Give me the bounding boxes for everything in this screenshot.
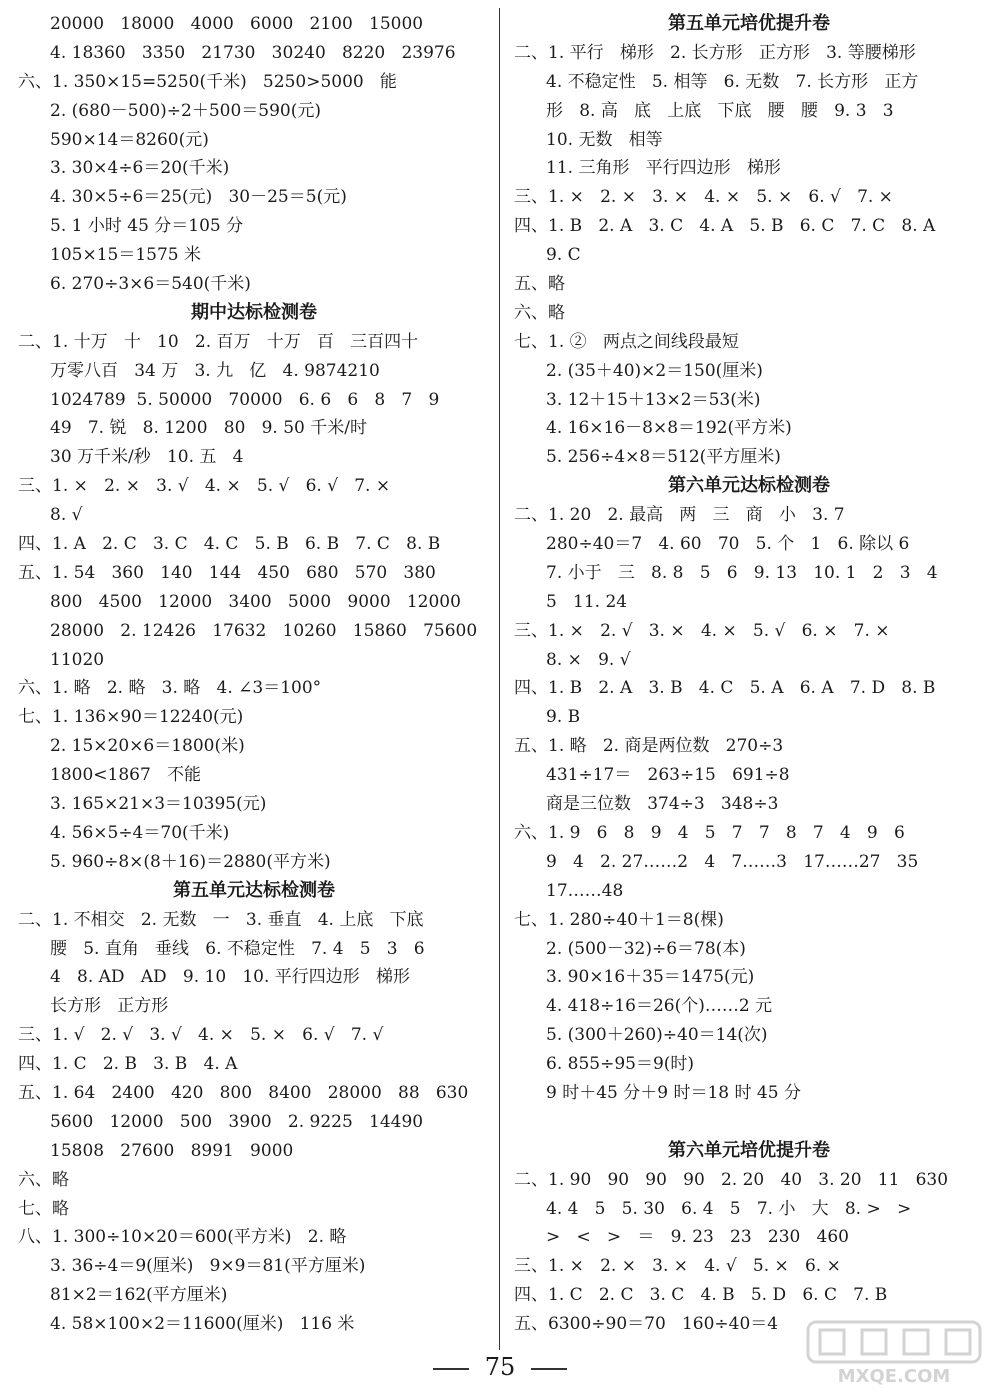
answer-line: 30 万千米/秒 10. 五 4 <box>50 447 244 468</box>
answer-line: 形 8. 高 底 上底 下底 腰 腰 9. 3 3 <box>546 100 894 121</box>
answer-line: 590×14＝8260(元) <box>50 129 209 150</box>
answer-line: 六、1. 9 6 8 9 4 5 7 7 8 7 4 9 6 <box>514 822 905 843</box>
answer-line: > < > ＝ 9. 23 23 230 460 <box>546 1227 849 1248</box>
footer-rule-left <box>433 1368 469 1370</box>
answer-line: 5. 960÷8×(8＋16)＝2880(平方米) <box>50 851 331 872</box>
answer-line: 10. 无数 相等 <box>546 129 663 150</box>
answer-line: 4. 30×5÷6＝25(元) 30－25＝5(元) <box>50 187 347 208</box>
answer-line: 七、1. ② 两点之间线段最短 <box>514 331 739 352</box>
answer-line: 5600 12000 500 3900 2. 9225 14490 <box>50 1111 424 1132</box>
answer-line: 七、略 <box>18 1198 69 1219</box>
answer-line: 15808 27600 8991 9000 <box>50 1140 294 1161</box>
answer-line: 八、1. 300÷10×20＝600(平方米) 2. 略 <box>18 1227 347 1248</box>
answer-line: 6. 855÷95＝9(时) <box>546 1054 695 1075</box>
answer-line: 3. 90×16＋35＝1475(元) <box>546 967 755 988</box>
answer-line: 5. 256÷4×8＝512(平方厘米) <box>546 447 781 468</box>
answer-line: 11. 三角形 平行四边形 梯形 <box>546 158 781 179</box>
section-title: 期中达标检测卷 <box>191 301 317 323</box>
section-title: 第五单元培优提升卷 <box>668 13 830 34</box>
answer-line: 五、1. 略 2. 商是两位数 270÷3 <box>514 736 784 757</box>
answer-line: 四、1. C 2. B 3. B 4. A <box>18 1054 238 1075</box>
answer-line: 六、1. 略 2. 略 3. 略 4. ∠3＝100° <box>18 678 322 699</box>
answer-line: 二、1. 不相交 2. 无数 一 3. 垂直 4. 上底 下底 <box>18 909 424 930</box>
section-title: 第六单元培优提升卷 <box>668 1139 830 1161</box>
left-answer-column <box>18 10 490 1339</box>
answer-line: 五、1. 64 2400 420 800 8400 28000 88 630 <box>18 1082 469 1103</box>
answer-line: 三、1. × 2. × 3. × 4. √ 5. × 6. × <box>514 1256 841 1277</box>
answer-line: 17……48 <box>546 880 624 901</box>
answer-line: 9 4 2. 27……2 4 7……3 17……27 35 <box>546 851 919 872</box>
answer-line: 长方形 正方形 <box>50 996 169 1017</box>
answer-line: 四、1. C 2. C 3. C 4. B 5. D 6. C 7. B <box>514 1285 888 1306</box>
answer-line: 9 时＋45 分＋9 时＝18 时 45 分 <box>546 1082 801 1103</box>
answer-line: 8. √ <box>50 505 83 526</box>
answer-line: 四、1. B 2. A 3. B 4. C 5. A 6. A 7. D 8. B <box>514 678 936 699</box>
column-divider <box>499 8 500 1350</box>
section-title: 第五单元达标检测卷 <box>173 879 335 901</box>
answer-line: 五、1. 54 360 140 144 450 680 570 380 <box>18 562 436 583</box>
answer-line: 105×15＝1575 米 <box>50 245 201 266</box>
answer-line: 7. 小于 三 8. 8 5 6 9. 13 10. 1 2 3 4 <box>546 562 938 583</box>
watermark-logo <box>806 1320 982 1386</box>
answer-line: 商是三位数 374÷3 348÷3 <box>546 794 779 815</box>
answer-line: 4. 58×100×2＝11600(厘米) 116 米 <box>50 1314 355 1335</box>
answer-line: 6. 270÷3×6＝540(千米) <box>50 274 251 295</box>
answer-line: 5 11. 24 <box>546 591 628 612</box>
answer-line: 2. (680－500)÷2＋500＝590(元) <box>50 100 322 121</box>
answer-line: 28000 2. 12426 17632 10260 15860 75600 <box>50 620 478 641</box>
answer-line: 9. C <box>546 245 581 266</box>
answer-line: 1024789 5. 50000 70000 6. 6 6 8 7 9 <box>50 389 440 410</box>
answer-line: 三、1. √ 2. √ 3. √ 4. × 5. × 6. √ 7. √ <box>18 1025 384 1046</box>
answer-line: 4. 16×16－8×8＝192(平方米) <box>546 418 792 439</box>
answer-line: 4 8. AD AD 9. 10 10. 平行四边形 梯形 <box>50 967 411 988</box>
right-answer-column <box>514 10 984 1339</box>
answer-line: 六、1. 350×15=5250(千米) 5250>5000 能 <box>18 71 397 92</box>
answer-line: 280÷40＝7 4. 60 70 5. 个 1 6. 除以 6 <box>546 534 910 555</box>
answer-line: 800 4500 12000 3400 5000 9000 12000 <box>50 591 461 612</box>
answer-line: 五、略 <box>514 274 565 295</box>
footer-rule-right <box>531 1368 567 1370</box>
spacer <box>514 1108 984 1137</box>
answer-line: 二、1. 20 2. 最高 两 三 商 小 3. 7 <box>514 505 845 526</box>
answer-line: 六、略 <box>514 302 565 323</box>
answer-line: 七、1. 280÷40＋1＝8(棵) <box>514 909 724 930</box>
answer-line: 二、1. 十万 十 10 2. 百万 十万 百 三百四十 <box>18 331 419 352</box>
answer-line: 2. (500－32)÷6＝78(本) <box>546 938 746 959</box>
answer-line: 49 7. 锐 8. 1200 80 9. 50 千米/时 <box>50 418 368 439</box>
answer-line: 5. (300＋260)÷40＝14(次) <box>546 1025 768 1046</box>
answer-line: 四、1. A 2. C 3. C 4. C 5. B 6. B 7. C 8. B <box>18 534 441 555</box>
answer-line: 4. 不稳定性 5. 相等 6. 无数 7. 长方形 正方 <box>546 71 919 92</box>
answer-line: 六、略 <box>18 1169 69 1190</box>
answer-line: 9. B <box>546 707 581 728</box>
answer-line: 20000 18000 4000 6000 2100 15000 <box>50 14 424 34</box>
answer-line: 3. 36÷4＝9(厘米) 9×9＝81(平方厘米) <box>50 1256 366 1277</box>
answer-line: 4. 4 5 5. 30 6. 4 5 7. 小 大 8. > > <box>546 1198 912 1219</box>
answer-line: 431÷17＝ 263÷15 691÷8 <box>546 765 790 786</box>
answer-line: 三、1. × 2. × 3. × 4. × 5. × 6. √ 7. × <box>514 187 893 208</box>
answer-line: 8. × 9. √ <box>546 649 631 670</box>
answer-line: 2. 15×20×6＝1800(米) <box>50 736 245 757</box>
answer-line: 1800<1867 不能 <box>50 765 201 786</box>
answer-line: 五、6300÷90＝70 160÷40＝4 <box>514 1314 779 1335</box>
watermark-text: MXQE.COM <box>837 1366 951 1386</box>
page-number: 75 <box>484 1353 516 1381</box>
answer-line: 二、1. 平行 梯形 2. 长方形 正方形 3. 等腰梯形 <box>514 42 916 63</box>
answer-line: 四、1. B 2. A 3. C 4. A 5. B 6. C 7. C 8. A <box>514 216 936 237</box>
answer-line: 11020 <box>50 649 105 670</box>
answer-line: 4. 56×5÷4＝70(千米) <box>50 822 230 843</box>
answer-line: 3. 165×21×3＝10395(元) <box>50 794 267 815</box>
answer-line: 万零八百 34 万 3. 九 亿 4. 9874210 <box>50 360 380 381</box>
answer-line: 4. 418÷16＝26(个)……2 元 <box>546 996 773 1017</box>
answer-line: 2. (35＋40)×2＝150(厘米) <box>546 360 763 381</box>
answer-line: 三、1. × 2. × 3. √ 4. × 5. √ 6. √ 7. × <box>18 476 391 497</box>
section-title: 第六单元达标检测卷 <box>668 475 830 497</box>
answer-line: 3. 12＋15＋13×2＝53(米) <box>546 389 761 410</box>
answer-line: 5. 1 小时 45 分＝105 分 <box>50 216 244 237</box>
answer-line: 三、1. × 2. √ 3. × 4. × 5. √ 6. × 7. × <box>514 620 890 641</box>
answer-line: 3. 30×4÷6＝20(千米) <box>50 158 230 179</box>
answer-line: 4. 18360 3350 21730 30240 8220 23976 <box>50 42 456 63</box>
answer-line: 七、1. 136×90＝12240(元) <box>18 707 244 728</box>
answer-line: 腰 5. 直角 垂线 6. 不稳定性 7. 4 5 3 6 <box>50 938 425 959</box>
answer-line: 二、1. 90 90 90 90 2. 20 40 3. 20 11 630 <box>514 1169 949 1190</box>
answer-line: 81×2＝162(平方厘米) <box>50 1285 228 1306</box>
